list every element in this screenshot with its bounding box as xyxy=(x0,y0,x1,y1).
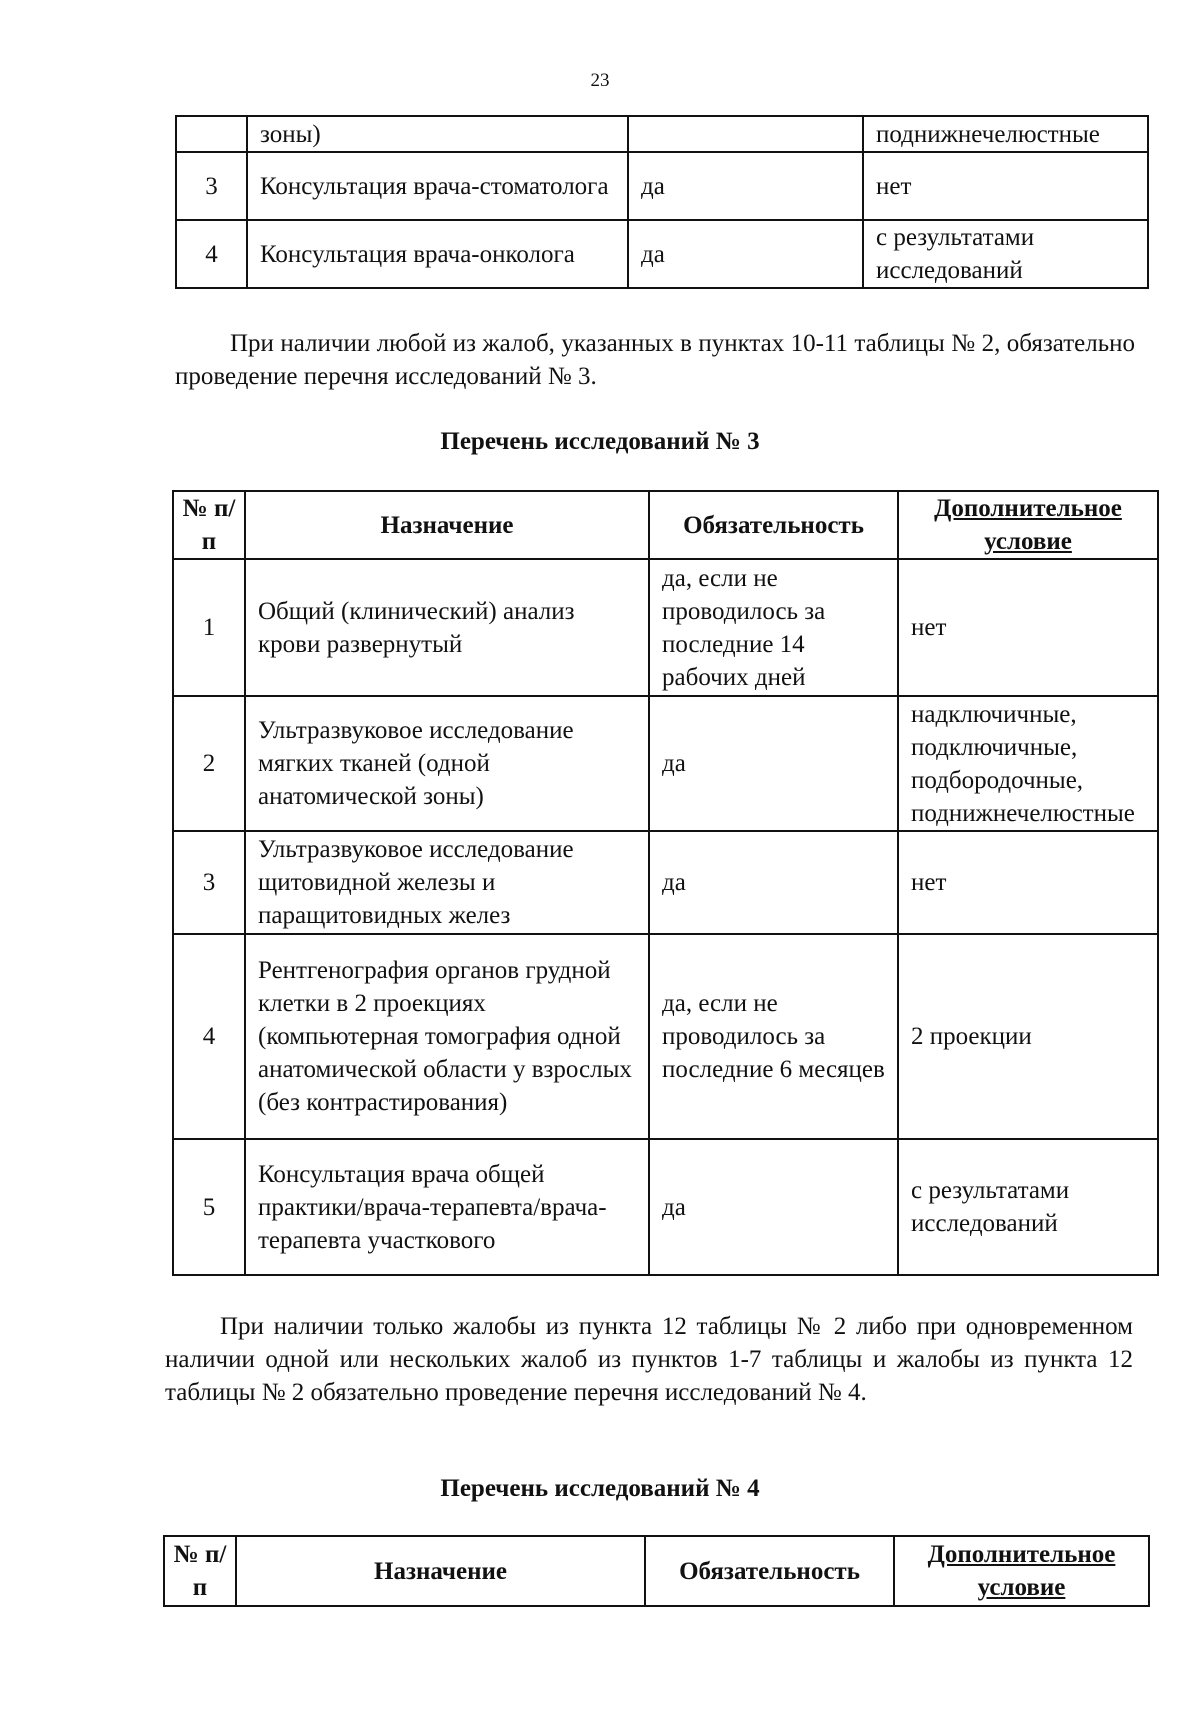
table-header-row xyxy=(173,491,1158,559)
row-name: Ультразвуковое исследование мягких тканей (одной анатомической зоны) xyxy=(245,696,649,831)
row-obligatory: да xyxy=(649,1139,898,1275)
paragraph-list3-intro: При наличии любой из жалоб, указанных в пунктах 10-11 таблицы № 2, обязательно проведение перечня исследований № 3. xyxy=(175,330,1135,390)
row-name: Консультация врача-стоматолога xyxy=(247,152,628,220)
row-condition: поднижнечелюстные xyxy=(863,116,1148,152)
row-obligatory xyxy=(628,116,863,152)
row-number: 5 xyxy=(173,1139,245,1275)
row-name: зоны) xyxy=(247,116,628,152)
row-condition: нет xyxy=(898,831,1158,934)
row-name: Консультация врача-онколога xyxy=(247,220,628,288)
row-number: 4 xyxy=(173,934,245,1139)
header-obligatory: Обязательность xyxy=(645,1536,894,1606)
row-obligatory: да xyxy=(649,831,898,934)
row-condition: с результатами исследований xyxy=(898,1139,1158,1275)
row-number xyxy=(176,116,247,152)
row-obligatory: да xyxy=(628,152,863,220)
paragraph-list4-intro: При наличии только жалобы из пункта 12 таблицы № 2 либо при одновременном наличии одной или нескольких жалоб из пунктов 1-7 таблицы и жалобы из пункта 12 таблицы № 2 обязательно проведение перечня исследований № 4. xyxy=(165,1313,1133,1406)
row-condition: с результатами исследований xyxy=(863,220,1148,288)
header-num: № п/п xyxy=(173,491,245,559)
list4-heading: Перечень исследований № 4 xyxy=(440,1475,760,1502)
row-condition: нет xyxy=(863,152,1148,220)
row-obligatory: да, если не проводилось за последние 14 рабочих дней xyxy=(649,559,898,696)
table-row xyxy=(173,831,1158,934)
row-obligatory: да xyxy=(649,696,898,831)
table-row xyxy=(173,934,1158,1139)
row-name: Ультразвуковое исследование щитовидной железы и паращитовидных желез xyxy=(245,831,649,934)
row-obligatory: да, если не проводилось за последние 6 месяцев xyxy=(649,934,898,1139)
list3-heading: Перечень исследований № 3 xyxy=(440,428,760,455)
row-number: 4 xyxy=(176,220,247,288)
table-row xyxy=(176,116,1148,152)
row-number: 2 xyxy=(173,696,245,831)
row-obligatory: да xyxy=(628,220,863,288)
header-num: № п/п xyxy=(164,1536,236,1606)
row-name: Общий (клинический) анализ крови развернутый xyxy=(245,559,649,696)
table-row xyxy=(173,559,1158,696)
table-header-row xyxy=(164,1536,1149,1606)
row-name: Консультация врача общей практики/врача-терапевта/врача-терапевта участкового xyxy=(245,1139,649,1275)
header-obligatory: Обязательность xyxy=(649,491,898,559)
row-number: 3 xyxy=(173,831,245,934)
row-condition: 2 проекции xyxy=(898,934,1158,1139)
page-number: 23 xyxy=(590,70,610,91)
row-condition: нет xyxy=(898,559,1158,696)
row-condition: надключичные, подключичные, подбородочные, поднижнечелюстные xyxy=(898,696,1158,831)
list4-table xyxy=(163,1535,1150,1607)
table2-continuation xyxy=(175,115,1149,289)
header-condition: Дополнительное условие xyxy=(898,491,1158,559)
table-row xyxy=(176,152,1148,220)
header-condition: Дополнительное условие xyxy=(894,1536,1149,1606)
row-name: Рентгенография органов грудной клетки в 2 проекциях (компьютерная томография одной анатомической области у взрослых (без контрастирования) xyxy=(245,934,649,1139)
row-number: 1 xyxy=(173,559,245,696)
table-row xyxy=(173,696,1158,831)
header-name: Назначение xyxy=(236,1536,645,1606)
header-name: Назначение xyxy=(245,491,649,559)
table-row xyxy=(173,1139,1158,1275)
list3-table xyxy=(172,490,1159,1276)
table-row xyxy=(176,220,1148,288)
row-number: 3 xyxy=(176,152,247,220)
